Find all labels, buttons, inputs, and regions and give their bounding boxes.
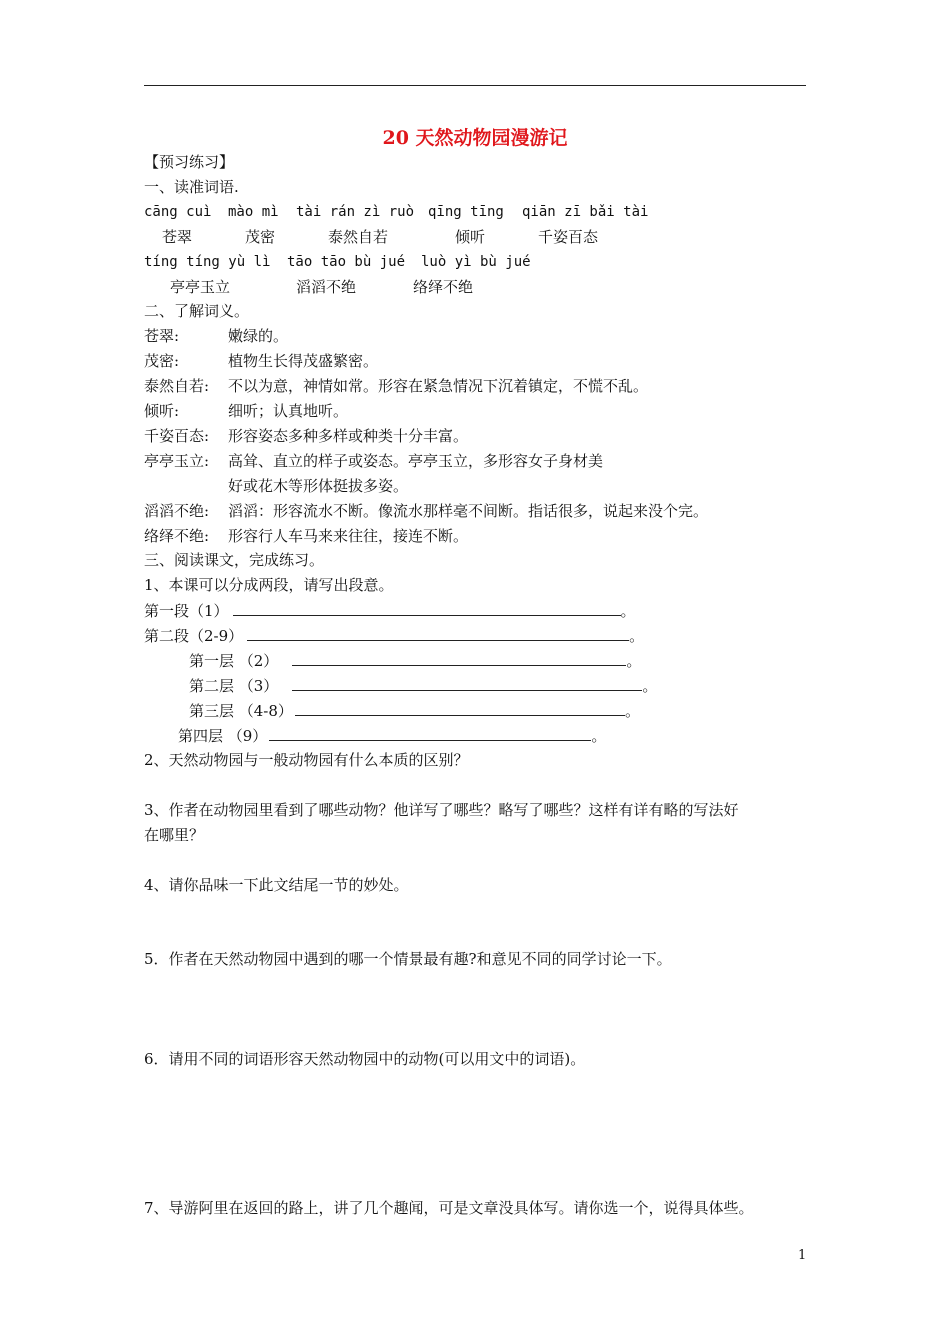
pinyin-cangcui: cāng cuì bbox=[144, 204, 212, 220]
question-7: 7、导游阿里在返回的路上，讲了几个趣闻，可是文章没具体写。请你选一个，说得具体些。 bbox=[144, 1199, 754, 1217]
layer-label: 第四层 （9） bbox=[178, 727, 268, 745]
header-rule bbox=[144, 85, 806, 86]
paragraph-label: 第一段（1） bbox=[144, 602, 229, 620]
definition-text: 形容姿态多种多样或种类十分丰富。 bbox=[228, 427, 469, 445]
pinyin-tingtingyuli: tíng tíng yù lì bbox=[144, 254, 271, 270]
section-heading-1: 一、读准词语. bbox=[144, 178, 239, 196]
question-3: 3、作者在动物园里看到了哪些动物？他详写了哪些？略写了哪些？这样有详有略的写法好 bbox=[144, 801, 739, 819]
definition-text: 形容行人车马来来往往，接连不断。 bbox=[228, 527, 469, 545]
question-3-continued: 在哪里？ bbox=[144, 826, 205, 844]
line-end: 。 bbox=[629, 627, 645, 645]
layer-fill-line[interactable] bbox=[189, 650, 641, 671]
definition-term: 亭亭玉立: bbox=[144, 452, 210, 470]
page-number: 1 bbox=[798, 1248, 807, 1263]
definition-text: 植物生长得茂盛繁密。 bbox=[228, 352, 379, 370]
line-end: 。 bbox=[642, 677, 658, 695]
layer-label: 第一层 （2） bbox=[189, 652, 279, 670]
definition-text-continued: 好或花木等形体挺拔多姿。 bbox=[228, 477, 409, 495]
word-maomi: 茂密 bbox=[245, 228, 276, 246]
question-5: 5．作者在天然动物园中遇到的哪一个情景最有趣?和意见不同的同学讨论一下。 bbox=[144, 950, 672, 968]
page-title: 20 天然动物园漫游记 bbox=[382, 127, 568, 149]
definition-text: 高耸、直立的样子或姿态。亭亭玉立，多形容女子身材美 bbox=[228, 452, 604, 470]
line-end: 。 bbox=[624, 702, 640, 720]
answer-blank[interactable] bbox=[233, 600, 621, 616]
definition-term: 千姿百态: bbox=[144, 427, 210, 445]
definition-term: 茂密: bbox=[144, 352, 180, 370]
pinyin-taotaobujue: tāo tāo bù jué bbox=[287, 254, 406, 270]
pinyin-luoyibujue: luò yì bù jué bbox=[421, 254, 531, 270]
question-2: 2、天然动物园与一般动物园有什么本质的区别？ bbox=[144, 751, 469, 769]
layer-fill-line[interactable] bbox=[189, 675, 657, 696]
pinyin-tairanziruo: tài rán zì ruò bbox=[296, 204, 415, 220]
answer-blank[interactable] bbox=[247, 625, 629, 641]
question-6: 6．请用不同的词语形容天然动物园中的动物(可以用文中的词语)。 bbox=[144, 1050, 586, 1068]
word-tingtingyuli: 亭亭玉立 bbox=[170, 278, 231, 296]
definition-term: 泰然自若: bbox=[144, 377, 210, 395]
paragraph-label: 第二段（2-9） bbox=[144, 627, 244, 645]
layer-fill-line[interactable] bbox=[189, 700, 640, 721]
paragraph-fill-line[interactable] bbox=[144, 600, 636, 621]
word-qingting: 倾听 bbox=[455, 228, 486, 246]
definition-term: 倾听: bbox=[144, 402, 180, 420]
question-1: 1、本课可以分成两段，请写出段意。 bbox=[144, 576, 394, 594]
section-heading-2: 二、了解词义。 bbox=[144, 302, 250, 320]
answer-blank[interactable] bbox=[292, 675, 642, 691]
question-4: 4、请你品味一下此文结尾一节的妙处。 bbox=[144, 876, 409, 894]
answer-blank[interactable] bbox=[295, 700, 625, 716]
line-end: 。 bbox=[626, 652, 642, 670]
section-heading-3: 三、阅读课文，完成练习。 bbox=[144, 551, 325, 569]
answer-blank[interactable] bbox=[269, 725, 591, 741]
line-end: 。 bbox=[591, 727, 607, 745]
word-taotaobujue: 滔滔不绝 bbox=[296, 278, 357, 296]
answer-blank[interactable] bbox=[292, 650, 626, 666]
layer-fill-line[interactable] bbox=[178, 725, 606, 746]
pinyin-qianzibaitai: qiān zī bǎi tài bbox=[522, 204, 649, 220]
definition-text: 滔滔：形容流水不断。像流水那样毫不间断。指话很多，说起来没个完。 bbox=[228, 502, 709, 520]
definition-term: 络绎不绝: bbox=[144, 527, 210, 545]
definition-text: 不以为意，神情如常。形容在紧急情况下沉着镇定，不慌不乱。 bbox=[228, 377, 649, 395]
definition-text: 嫩绿的。 bbox=[228, 327, 289, 345]
line-end: 。 bbox=[620, 602, 636, 620]
definition-term: 苍翠: bbox=[144, 327, 180, 345]
definition-term: 滔滔不绝: bbox=[144, 502, 210, 520]
layer-label: 第二层 （3） bbox=[189, 677, 279, 695]
word-cangcui: 苍翠 bbox=[162, 228, 193, 246]
definition-text: 细听；认真地听。 bbox=[228, 402, 349, 420]
pinyin-qingting: qīng tīng bbox=[428, 204, 504, 220]
word-tairanziruo: 泰然自若 bbox=[328, 228, 389, 246]
word-luoyibujue: 络绎不绝 bbox=[413, 278, 474, 296]
preview-label: 【预习练习】 bbox=[144, 153, 235, 171]
pinyin-maomi: mào mì bbox=[228, 204, 279, 220]
word-qianzibaitai: 千姿百态 bbox=[538, 228, 599, 246]
paragraph-fill-line[interactable] bbox=[144, 625, 644, 646]
layer-label: 第三层 （4-8） bbox=[189, 702, 293, 720]
